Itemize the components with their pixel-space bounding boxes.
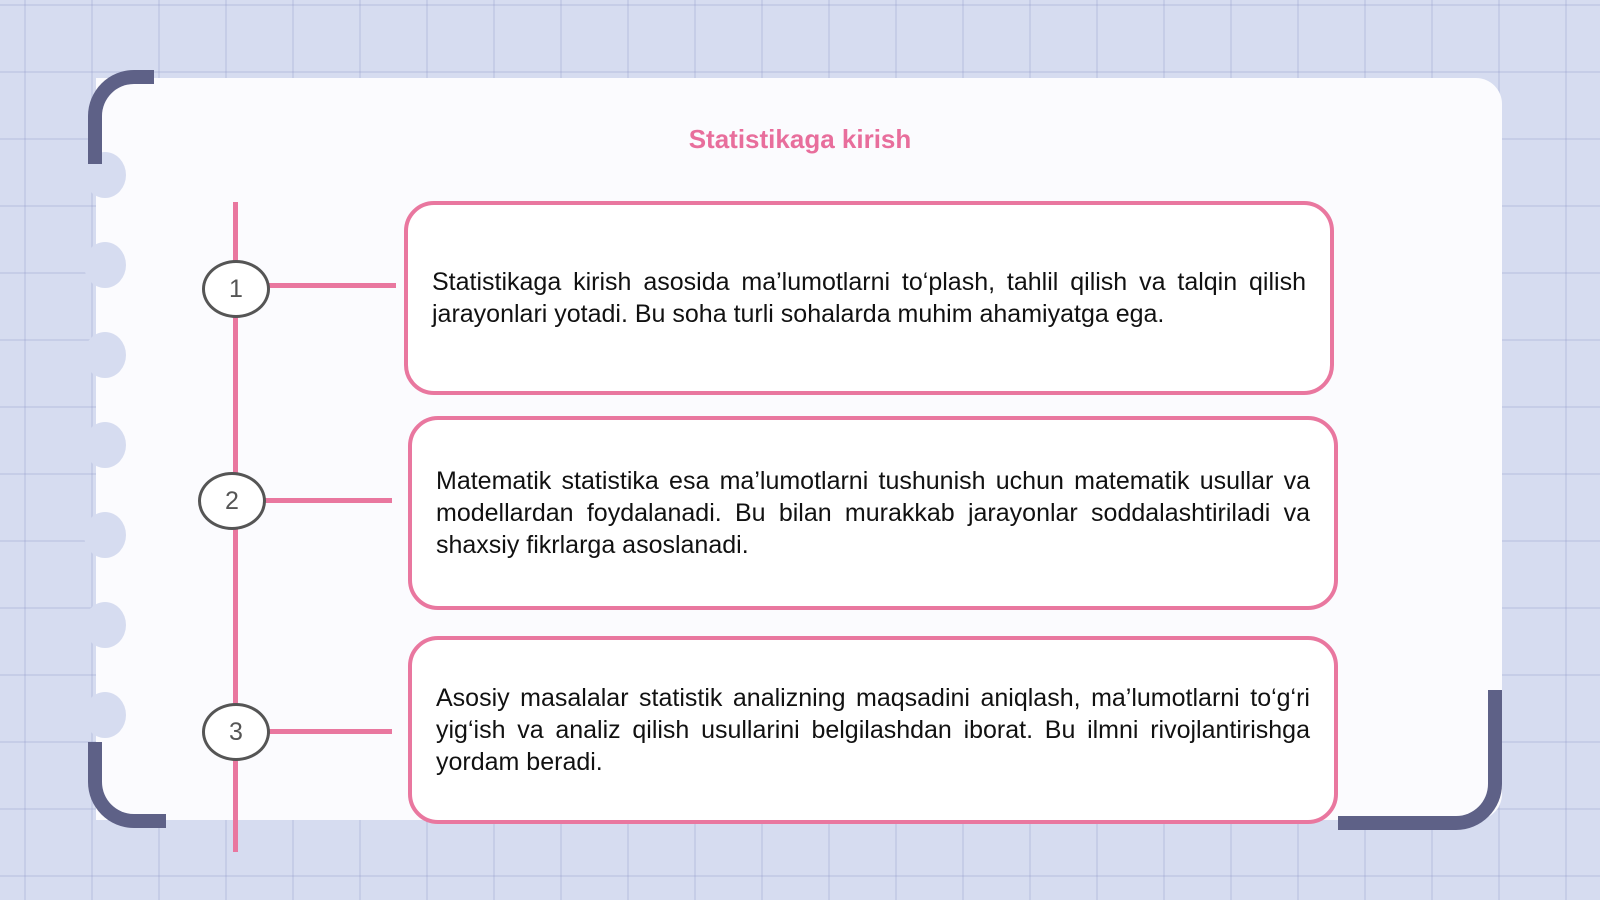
paper-notch bbox=[84, 602, 126, 648]
paper-notch bbox=[84, 332, 126, 378]
timeline-marker-2: 2 bbox=[198, 472, 266, 530]
corner-bracket-bottom-right bbox=[1338, 690, 1502, 830]
timeline-connector-1 bbox=[266, 283, 396, 288]
timeline-card-text: Matematik statistika esa ma’lumotlarni tushunish uchun matematik usullar va modellardan foydalanadi. Bu bilan murakkab jarayonlar soddalashtiriladi va shaxsiy fikrlarga asoslanadi. bbox=[436, 467, 1310, 559]
timeline-card-3 bbox=[408, 636, 1338, 824]
paper-notch bbox=[84, 692, 126, 738]
paper-notch bbox=[84, 242, 126, 288]
slide-title: Statistikaga kirish bbox=[688, 124, 912, 154]
timeline-card-text: Statistikaga kirish asosida ma’lumotlarni to‘plash, tahlil qilish va talqin qilish jarayonlari yotadi. Bu soha turli sohalarda muhim ahamiyatga ega. bbox=[432, 268, 1306, 328]
paper-notch bbox=[84, 422, 126, 468]
timeline-card-text: Asosiy masalalar statistik analizning maqsadini aniqlash, ma’lumotlarni to‘g‘ri yig‘ish va analiz qilish usullarini belgilashdan iborat. Bu ilmni rivojlantirishga yordam beradi. bbox=[436, 684, 1310, 776]
timeline-connector-2 bbox=[262, 498, 392, 503]
timeline-connector-3 bbox=[266, 729, 392, 734]
paper-notch bbox=[84, 512, 126, 558]
timeline-marker-3: 3 bbox=[202, 703, 270, 761]
timeline-card-2 bbox=[408, 416, 1338, 610]
timeline-card-1 bbox=[404, 201, 1334, 395]
timeline-marker-1: 1 bbox=[202, 260, 270, 318]
